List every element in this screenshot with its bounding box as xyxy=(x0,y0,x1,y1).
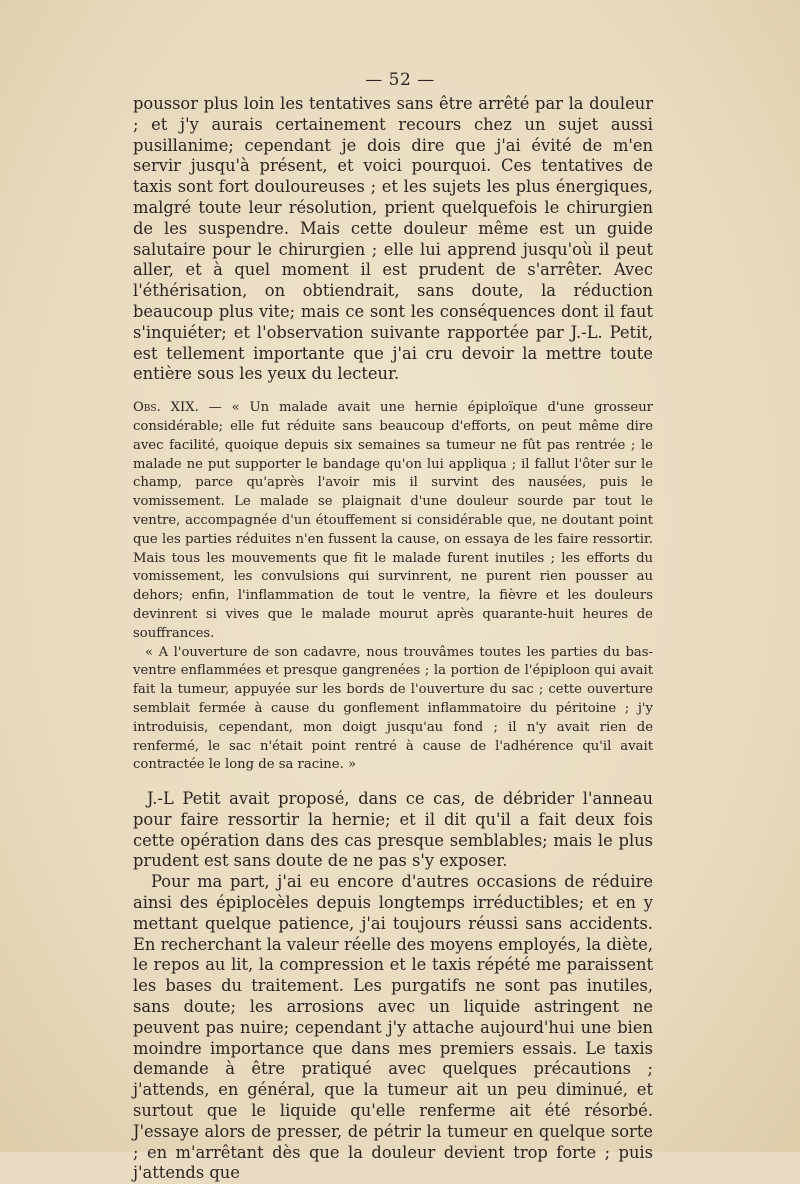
following-paragraphs xyxy=(133,789,653,1184)
paragraph-pour-ma-part: Pour ma part, j'ai eu encore d'autres occasions de réduire ainsi des épiplocèles depuis longtemps irréductibles; et en y mettant quelque patience, j'ai toujours réussi sans accidents. En recherchant la valeur réelle des moyens employés, la diète, le repos au lit, la compression et le taxis répété me paraissent les bases du traitement. Les purgatifs ne sont pas inutiles, sans doute; les arrosions avec un liquide astringent ne peuvent pas nuire; cependant j'y attache aujourd'hui une bien moindre importance que dans mes premiers essais. Le taxis demande à être pratiqué avec quelques précautions ; j'attends, en général, que la tumeur ait un peu diminué, et surtout que le liquide qu'elle renferme ait été résorbé. J'essaye alors de presser, de pétrir la tumeur en quelque sorte ; en m'arrêtant dès que la douleur devient trop forte ; puis j'attends que xyxy=(133,872,653,1183)
observation-block xyxy=(133,399,653,775)
paragraph-continuation: poussor plus loin les tentatives sans être arrêté par la douleur ; et j'y aurais certainement recours chez un sujet aussi pusillanime; cependant je dois dire que j'ai évité de m'en servir jusqu'à présent, et voici pourquoi. Ces tentatives de taxis sont fort douloureuses ; et les sujets les plus énergiques, malgré toute leur résolution, prient quelquefois le chirurgien de les suspendre. Mais cette douleur même est un guide salutaire pour le chirurgien ; elle lui apprend jusqu'où il peut aller, et à quel moment il est prudent de s'arrêter. Avec l'éthérisation, on obtiendrait, sans doute, la réduction beaucoup plus vite; mais ce sont les conséquences dont il faut s'inquiéter; et l'observation suivante rapportée par J.-L. Petit, est tellement importante que j'ai cru devoir la mettre toute entière sous les yeux du lecteur. xyxy=(133,94,653,384)
paragraph-petit: J.-L Petit avait proposé, dans ce cas, de débrider l'anneau pour faire ressortir la hernie; et il dit qu'il a fait deux fois cette opération dans des cas presque semblables; mais le plus prudent est sans doute de ne pas s'y exposer. xyxy=(133,789,653,871)
text-column xyxy=(133,94,653,1184)
page-number: — 52 — xyxy=(365,70,435,90)
observation-paragraph-1 xyxy=(133,399,653,643)
observation-paragraph-2: « A l'ouverture de son cadavre, nous trouvâmes toutes les parties du bas-ventre enflammées et presque gangrenées ; la portion de l'épiploon qui avait fait la tumeur, appuyée sur les bords de l'ouverture du sac ; cette ouverture semblait fermée à cause du gonflement inflammatoire du péritoine ; j'y introduisis, cependant, mon doigt jusqu'au fond ; il n'y avait rien de renfermé, le sac n'était point rentré à cause de l'adhérence qu'il avait contractée le long de sa racine. » xyxy=(133,644,653,773)
observation-label: Obs. XIX. xyxy=(133,400,199,416)
observation-text-1: — « Un malade avait une hernie épiploïque d'une grosseur considérable; elle fut réduite sans beaucoup d'efforts, on peut même dire avec facilité, quoique depuis six semaines sa tumeur ne fût pas rentrée ; le malade ne put supporter le bandage qu'on lui appliqua ; il fallut l'ôter sur le champ, parce qu'après l'avoir mis il survint des nausées, puis le vomissement. Le malade se plaignait d'une douleur sourde par tout le ventre, accompagnée d'un étouffement si considérable que, ne doutant point que les parties réduites n'en fussent la cause, on essaya de les faire ressortir. Mais tous les mouvements que fit le malade furent inutiles ; les efforts du vomissement, les convulsions qui survinrent, ne purent rien pousser au dehors; enfin, l'inflammation de tout le ventre, la fièvre et les douleurs devinrent si vives que le malade mourut après quarante-huit heures de souffrances. xyxy=(133,400,653,641)
